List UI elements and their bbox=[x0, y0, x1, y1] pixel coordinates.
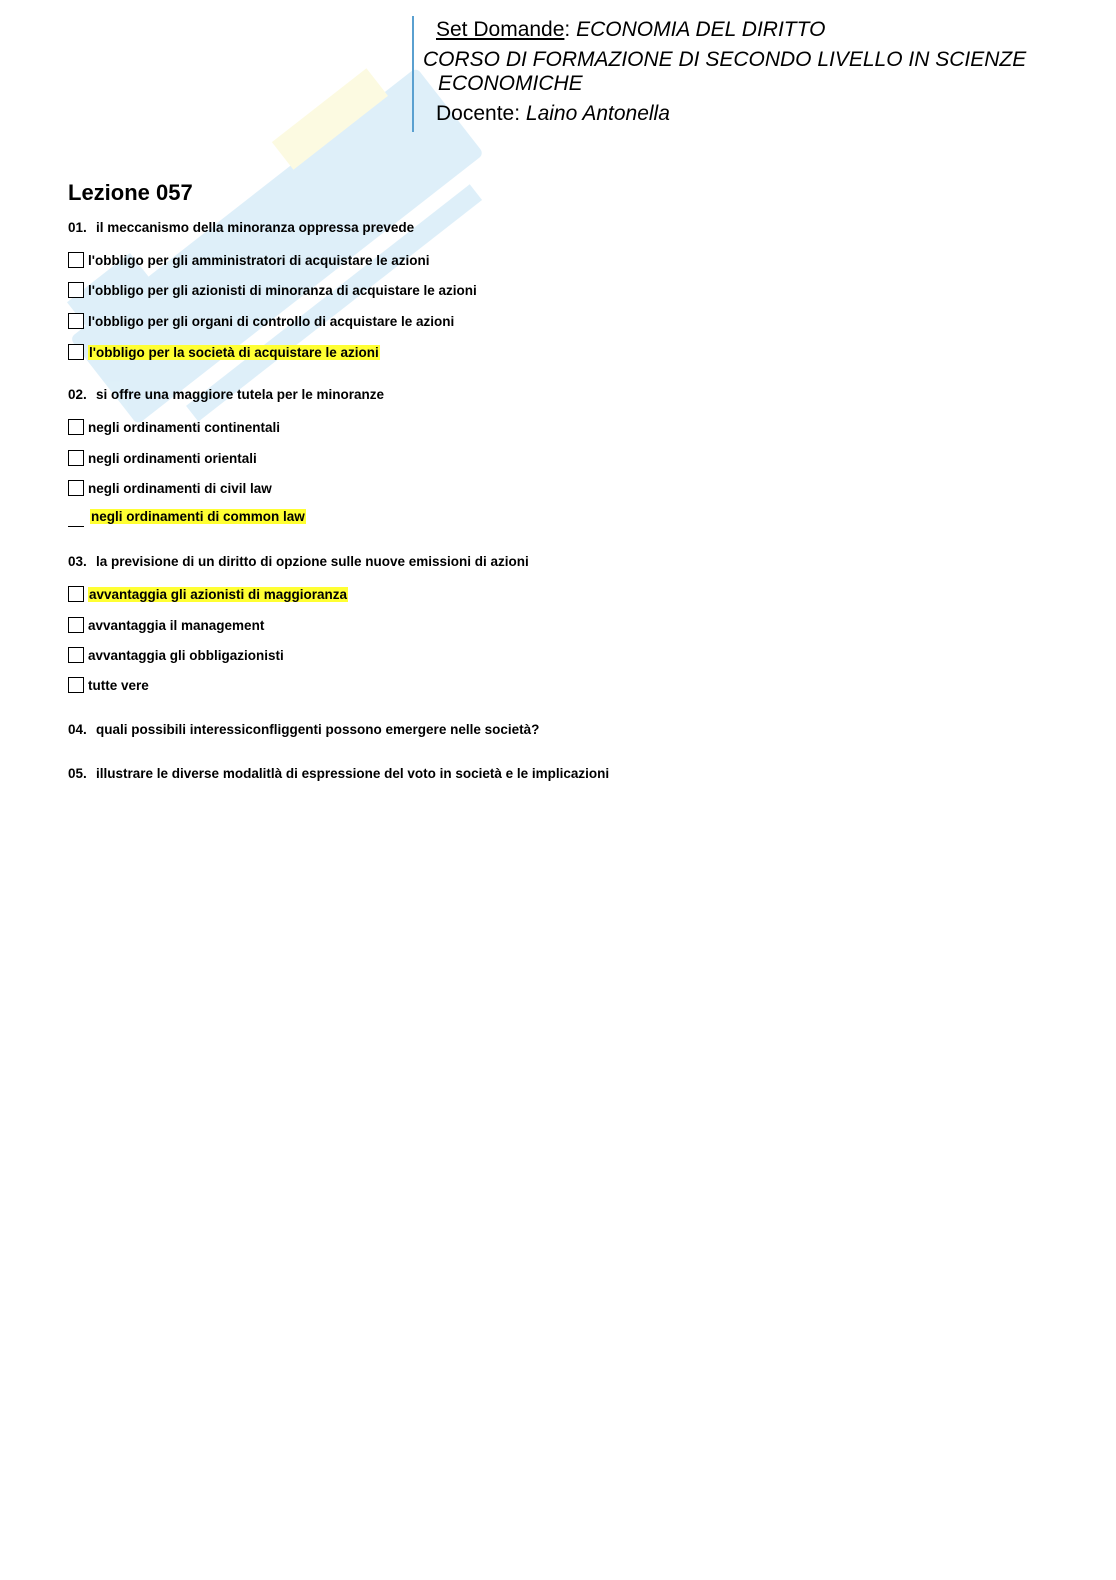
checkbox[interactable] bbox=[68, 419, 84, 435]
option-text: l'obbligo per gli organi di controllo di acquistare le azioni bbox=[88, 313, 455, 329]
docente-label: Docente: bbox=[436, 102, 526, 125]
option-text: negli ordinamenti continentali bbox=[88, 419, 281, 435]
option-text-highlighted: l'obbligo per la società di acquistare le azioni bbox=[89, 344, 379, 360]
set-label: Set Domande bbox=[436, 18, 565, 41]
question-text: la previsione di un diritto di opzione sulle nuove emissioni di azioni bbox=[96, 554, 529, 569]
docente-value: Laino Antonella bbox=[525, 102, 670, 125]
question-05 bbox=[68, 766, 609, 781]
checkbox[interactable] bbox=[68, 647, 84, 663]
question-01 bbox=[68, 220, 414, 235]
question-04 bbox=[68, 722, 539, 737]
option-text: avvantaggia il management bbox=[88, 617, 265, 633]
option-01-b[interactable] bbox=[68, 280, 477, 300]
checkbox[interactable] bbox=[68, 282, 84, 298]
option-text: negli ordinamenti di civil law bbox=[88, 480, 272, 496]
question-02 bbox=[68, 387, 384, 402]
checkbox[interactable] bbox=[68, 677, 84, 693]
checkbox[interactable] bbox=[68, 480, 84, 496]
option-02-d[interactable] bbox=[68, 506, 306, 526]
header-docente-line bbox=[436, 101, 670, 127]
set-value: ECONOMIA DEL DIRITTO bbox=[576, 18, 826, 41]
course-line-2: ECONOMICHE bbox=[438, 72, 583, 95]
checkbox[interactable] bbox=[68, 313, 84, 329]
option-text: l'obbligo per gli azionisti di minoranza di acquistare le azioni bbox=[88, 282, 477, 298]
set-separator: : bbox=[564, 18, 577, 41]
question-number: 05. bbox=[68, 766, 87, 781]
question-text: il meccanismo della minoranza oppressa prevede bbox=[96, 220, 415, 235]
option-text: l'obbligo per gli amministratori di acquistare le azioni bbox=[88, 252, 430, 268]
option-02-b[interactable] bbox=[68, 448, 257, 468]
checkbox[interactable] bbox=[68, 344, 84, 360]
option-text-highlighted: avvantaggia gli azionisti di maggioranza bbox=[89, 586, 348, 602]
question-03 bbox=[68, 554, 529, 569]
question-number: 01. bbox=[68, 220, 87, 235]
option-01-c[interactable] bbox=[68, 311, 454, 331]
option-03-c[interactable] bbox=[68, 645, 284, 665]
option-text: negli ordinamenti orientali bbox=[88, 450, 257, 466]
question-number: 04. bbox=[68, 722, 87, 737]
checkbox[interactable] bbox=[68, 252, 84, 268]
option-02-c[interactable] bbox=[68, 478, 272, 498]
question-text: illustrare le diverse modalitlà di espressione del voto in società e le implicazioni bbox=[96, 766, 610, 781]
option-01-a[interactable] bbox=[68, 250, 430, 270]
option-text: avvantaggia gli obbligazionisti bbox=[88, 647, 284, 663]
question-number: 03. bbox=[68, 554, 87, 569]
question-text: quali possibili interessiconfliggenti possono emergere nelle società? bbox=[96, 722, 540, 737]
option-03-a[interactable] bbox=[68, 584, 348, 604]
checkbox[interactable] bbox=[68, 517, 84, 527]
checkbox[interactable] bbox=[68, 617, 84, 633]
question-number: 02. bbox=[68, 387, 87, 402]
option-01-d[interactable] bbox=[68, 342, 380, 362]
checkbox[interactable] bbox=[68, 586, 84, 602]
option-03-b[interactable] bbox=[68, 615, 264, 635]
header-divider bbox=[412, 16, 414, 132]
header-set-line bbox=[436, 17, 825, 43]
question-text: si offre una maggiore tutela per le minoranze bbox=[96, 387, 385, 402]
course-line-1: CORSO DI FORMAZIONE DI SECONDO LIVELLO IN SCIENZE bbox=[423, 48, 1027, 71]
option-text-highlighted: negli ordinamenti di common law bbox=[91, 508, 305, 524]
lesson-title: Lezione 057 bbox=[68, 180, 193, 205]
option-03-d[interactable] bbox=[68, 675, 149, 695]
option-text: tutte vere bbox=[88, 677, 149, 693]
option-02-a[interactable] bbox=[68, 417, 280, 437]
checkbox[interactable] bbox=[68, 450, 84, 466]
